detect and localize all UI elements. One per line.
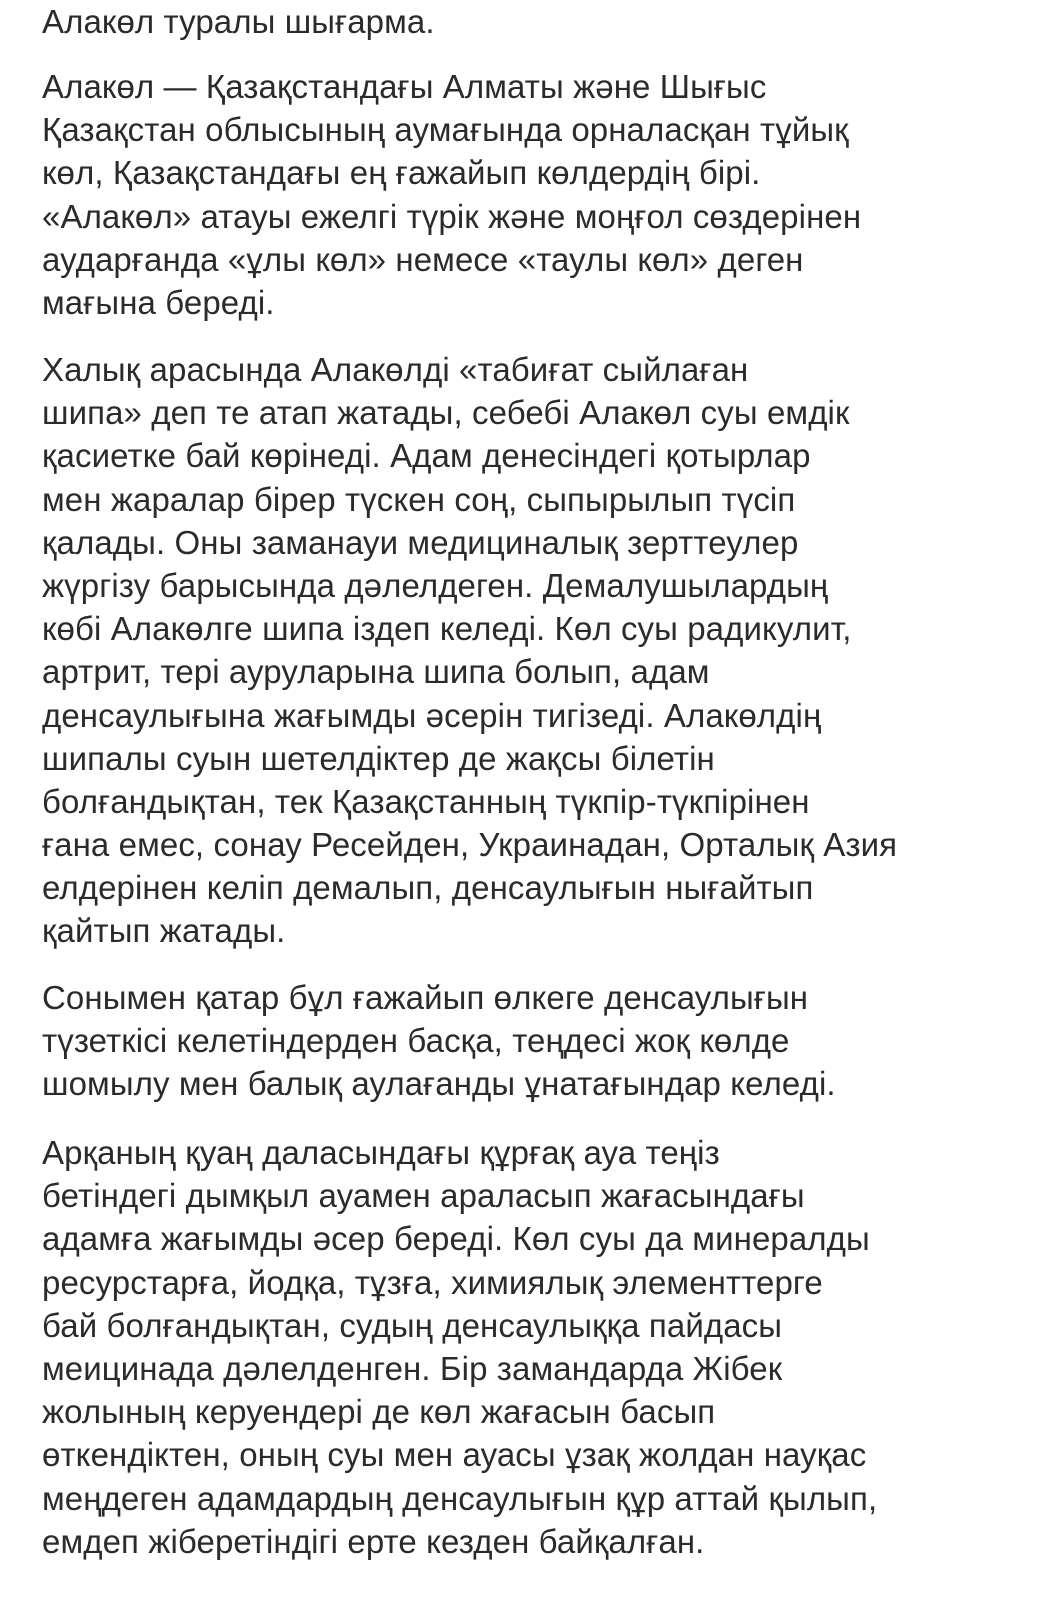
text-line: болғандықтан, тек Қазақстанның түкпір-түкпірінен [42, 782, 810, 820]
text-line: қайтып жатады. [42, 912, 286, 950]
text-line: өткендіктен, оның суы мен ауасы ұзақ жолдан науқас [42, 1436, 867, 1474]
text-line: елдерінен келіп демалып, денсаулығын нығайтып [42, 869, 814, 907]
text-line: көбі Алакөлге шипа іздеп келеді. Көл суы радикулит, [42, 610, 852, 648]
text-line: бетіндегі дымқыл ауамен араласып жағасындағы [42, 1177, 805, 1215]
text-line: денсаулығына жағымды әсерін тигізеді. Алакөлдің [42, 696, 822, 734]
text-line: мен жаралар бірер түскен соң, сыпырылып түсіп [42, 480, 796, 518]
text-line: аударғанда «ұлы көл» немесе «таулы көл» деген [42, 240, 804, 278]
text-line: көл, Қазақстандағы ең ғажайып көлдердің бірі. [42, 154, 761, 192]
text-line: емдеп жіберетіндігі ерте кезден байқалған. [42, 1522, 705, 1560]
text-line: ресурстарға, йодқа, тұзға, химиялық элементтерге [42, 1263, 823, 1301]
text-line: шипалы суын шетелдіктер де жақсы білетін [42, 739, 715, 777]
text-line: ғана емес, сонау Ресейден, Украинадан, Орталық Азия [42, 826, 898, 864]
paragraph-1 [42, 65, 861, 324]
text-line: «Алакөл» атауы ежелгі түрік және моңғол сөздерінен [42, 197, 862, 235]
text-line: Қазақстан облысының аумағында орналасқан тұйық [42, 111, 849, 149]
paragraph-2 [42, 348, 897, 953]
text-line: мағына береді. [42, 283, 275, 321]
text-line: Халық арасында Алакөлді «табиғат сыйлаған [42, 351, 749, 388]
text-line: Арқаның қуаң даласындағы құрғақ ауа теңіз [42, 1134, 720, 1171]
text-line: шипа» деп те атап жатады, себебі Алакөл суы емдік [42, 394, 850, 432]
text-line: шомылу мен балық аулағанды ұнатағындар келеді. [42, 1065, 836, 1103]
text-line: жолының керуендері де көл жағасын басып [42, 1393, 716, 1431]
text-line: артрит, тері ауруларына шипа болып, адам [42, 653, 710, 691]
text-line: жүргізу барысында дәлелдеген. Демалушылардың [42, 566, 829, 604]
text-line: меңдеген адамдардың денсаулығын құр аттай қылып, [42, 1479, 878, 1517]
text-line: адамға жағымды әсер береді. Көл суы да минералды [42, 1220, 870, 1258]
text-line: қасиетке бай көрінеді. Адам денесіндегі қотырлар [42, 437, 811, 475]
text-line: түзеткісі келетіндерден басқа, теңдесі жоқ көлде [42, 1022, 790, 1060]
text-line: Сонымен қатар бұл ғажайып өлкеге денсаулығын [42, 979, 809, 1016]
text-line: қалады. Оны заманауи медициналық зерттеулер [42, 523, 799, 561]
text-line: бай болғандықтан, судың денсаулыққа пайдасы [42, 1306, 783, 1344]
text-line: меицинада дәлелденген. Бір замандарда Жібек [42, 1349, 783, 1387]
document-title: Алакөл туралы шығарма. [42, 3, 435, 40]
paragraph-3 [42, 976, 836, 1106]
text-line: Алакөл — Қазақстандағы Алматы және Шығыс [42, 68, 767, 105]
paragraph-4 [42, 1131, 877, 1563]
